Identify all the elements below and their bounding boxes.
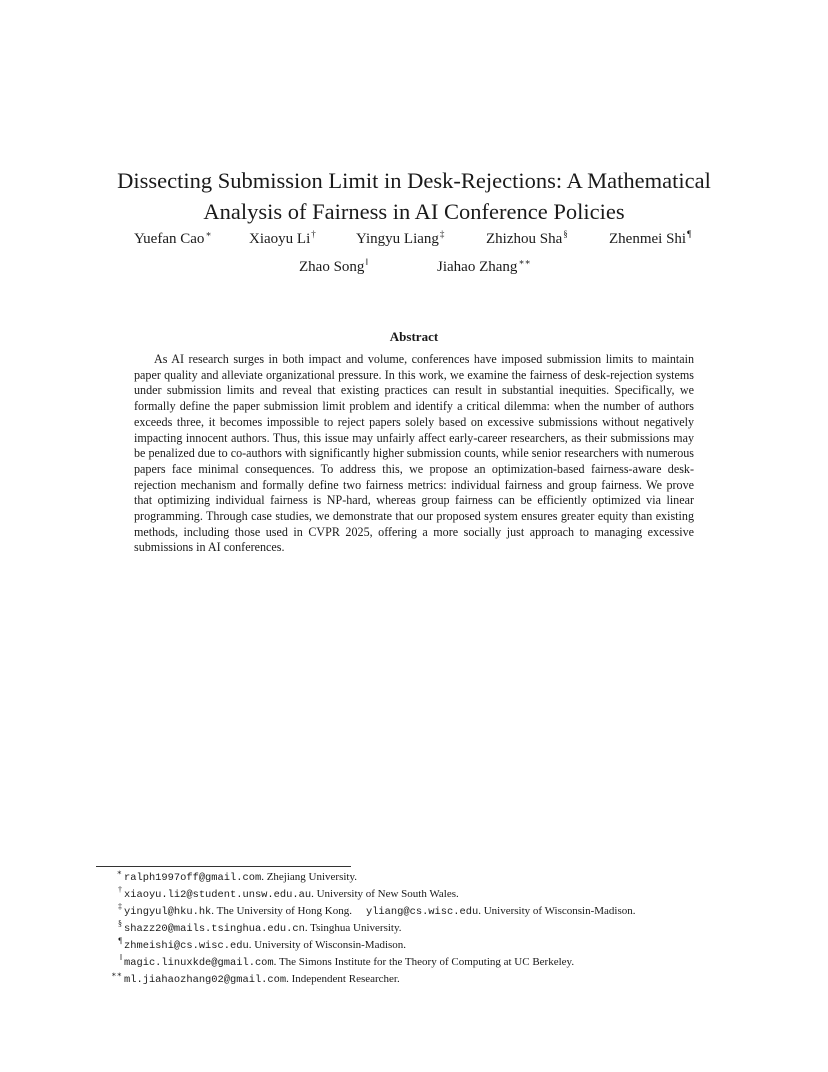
author-footnote-mark: ∗∗ <box>518 257 531 267</box>
footnote-affiliation: . The University of Hong Kong. <box>211 905 352 917</box>
author-name: Xiaoyu Li <box>249 231 311 247</box>
author-xiaoyu-li <box>249 229 316 248</box>
footnote-2 <box>96 886 736 903</box>
author-name: Jiahao Zhang <box>437 259 518 275</box>
author-name: Zhao Song <box>299 259 365 275</box>
paper-title-line-2: Analysis of Fairness in AI Conference Policies <box>203 199 625 225</box>
author-footnote-mark: ‖ <box>365 257 368 267</box>
footnote-email: magic.linuxkde@gmail.com <box>124 957 274 969</box>
footnote-mark: § <box>118 919 122 928</box>
footnote-affiliation: . Tsinghua University. <box>304 922 402 934</box>
footnote-email: yingyul@hku.hk <box>124 906 212 918</box>
footnote-email: ralph1997off@gmail.com <box>124 872 262 884</box>
author-zhizhou-sha <box>486 229 568 248</box>
footnote-mark: ‡ <box>118 902 122 911</box>
author-yuefan-cao <box>134 229 212 248</box>
footnote-affiliation: . University of Wisconsin-Madison. <box>248 939 407 951</box>
footnote-list <box>96 869 736 988</box>
author-name: Yuefan Cao <box>134 231 205 247</box>
footnote-mark: ¶ <box>118 936 122 945</box>
footnote-3 <box>96 903 736 920</box>
footnote-divider <box>96 866 351 867</box>
footnote-mark: ∗ <box>116 868 122 877</box>
footnote-affiliation: . The Simons Institute for the Theory of Computing at UC Berkeley. <box>273 956 575 968</box>
footnote-7 <box>96 971 736 988</box>
author-yingyu-liang <box>356 229 444 248</box>
abstract-heading: Abstract <box>389 329 439 344</box>
footnote-email: shazz20@mails.tsinghua.edu.cn <box>124 923 305 935</box>
footnote-6 <box>96 954 736 971</box>
footnote-mark: ∗∗ <box>111 970 122 979</box>
author-name: Zhenmei Shi <box>609 231 687 247</box>
author-footnote-mark: ‡ <box>439 229 445 239</box>
footnote-4 <box>96 920 736 937</box>
footnote-1 <box>96 869 736 886</box>
author-footnote-mark: § <box>563 229 568 239</box>
paper-title <box>80 165 748 227</box>
footnote-mark: † <box>118 885 122 894</box>
footnote-email: xiaoyu.li2@student.unsw.edu.au <box>124 889 312 901</box>
author-jiahao-zhang <box>437 257 531 276</box>
footnote-affiliation-secondary: . University of Wisconsin-Madison. <box>478 905 636 917</box>
footnote-affiliation: . University of New South Wales. <box>311 888 459 900</box>
author-name: Yingyu Liang <box>356 231 439 247</box>
abstract-body: As AI research surges in both impact and volume, conferences have imposed submission limits to maintain paper quality and alleviate organizational pressure. In this work, we examine the fairness of desk-rejection systems under submission limits and reveal that existing practices can result in substantial inequities. Specifically, we formally define the paper submission limit problem and identify a critical dilemma: when the number of authors exceeds three, it becomes impossible to reject papers solely based on excessive submissions without negatively impacting innocent authors. Thus, this issue may unfairly affect early-career researchers, as their submissions may be penalized due to co-authors with significantly higher submission counts, while senior researchers with numerous papers face minimal consequences. To address this, we propose an optimization-based fairness-aware desk-rejection mechanism and formally define two fairness metrics: individual fairness and group fairness. We prove that optimizing individual fairness is NP-hard, whereas group fairness can be efficiently optimized via linear programming. Through case studies, we demonstrate that our proposed system ensures greater equity than existing methods, including those used in CVPR 2025, offering a more socially just approach to managing excessive submissions in AI conferences. <box>134 352 694 555</box>
author-zhenmei-shi <box>609 229 691 248</box>
footnote-email: zhmeishi@cs.wisc.edu <box>124 940 249 952</box>
paper-title-line-1: Dissecting Submission Limit in Desk-Rejections: A Mathematical <box>117 168 711 194</box>
footnote-email: ml.jiahaozhang02@gmail.com <box>124 974 287 986</box>
author-zhao-song <box>299 257 368 276</box>
author-footnote-mark: † <box>311 229 316 239</box>
footnote-5 <box>96 937 736 954</box>
author-name: Zhizhou Sha <box>486 231 563 247</box>
author-footnote-mark: ¶ <box>687 229 692 239</box>
author-footnote-mark: ∗ <box>205 229 212 239</box>
footnote-affiliation: . Independent Researcher. <box>286 973 400 985</box>
footnote-affiliation: . Zhejiang University. <box>261 871 358 883</box>
footnote-mark: ‖ <box>119 953 122 962</box>
footnote-email-secondary: yliang@cs.wisc.edu <box>365 906 479 918</box>
